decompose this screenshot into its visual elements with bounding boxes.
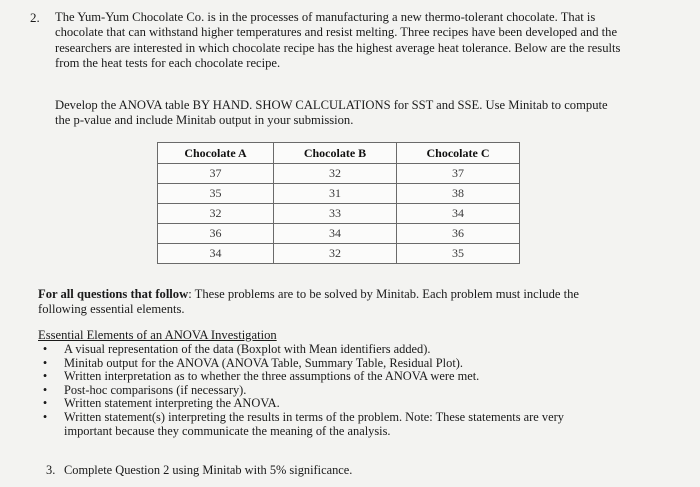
table-cell: 32 — [158, 204, 274, 224]
list-item-text: Written statement interpreting the ANOVA. — [64, 396, 280, 411]
table-cell: 34 — [397, 204, 520, 224]
bullet-icon: • — [42, 355, 48, 370]
list-item — [40, 343, 564, 357]
table-cell: 33 — [274, 204, 397, 224]
essential-elements-title: Essential Elements of an ANOVA Investigation — [38, 328, 277, 342]
table-header-row — [158, 143, 520, 164]
header-chocolate-b: Chocolate B — [274, 143, 397, 164]
table-row — [158, 164, 520, 184]
followup-bold-lead: For all questions that follow — [38, 287, 189, 301]
bullet-icon: • — [42, 369, 48, 384]
table-cell: 31 — [274, 184, 397, 204]
table-cell: 34 — [158, 244, 274, 264]
table-row — [158, 244, 520, 264]
bullet-icon: • — [42, 382, 48, 397]
bullet-icon: • — [42, 409, 48, 424]
intro-line: from the heat tests for each chocolate recipe. — [55, 56, 281, 71]
table-cell: 32 — [274, 244, 397, 264]
bullet-icon: • — [42, 396, 48, 411]
followup-line-1 — [38, 287, 579, 302]
essential-elements-list — [40, 343, 564, 438]
question-3-text: Complete Question 2 using Minitab with 5% significance. — [64, 463, 353, 477]
intro-line: chocolate that can withstand higher temperatures and resist melting. Three recipes have been developed and the — [55, 25, 618, 40]
list-item — [40, 397, 564, 411]
table-row — [158, 224, 520, 244]
list-item — [40, 411, 564, 438]
header-chocolate-a: Chocolate A — [158, 143, 274, 164]
intro-line: The Yum-Yum Chocolate Co. is in the processes of manufacturing a new thermo-tolerant chocolate. That is — [55, 10, 596, 24]
chocolate-heat-table — [157, 142, 520, 264]
table-cell: 37 — [158, 164, 274, 184]
question-2-task — [55, 98, 608, 129]
intro-line: researchers are interested in which chocolate recipe has the highest average heat tolerance. Below are the results — [55, 40, 621, 55]
table-row — [158, 184, 520, 204]
list-item-text: Minitab output for the ANOVA (ANOVA Table, Summary Table, Residual Plot). — [64, 355, 463, 370]
table-cell: 38 — [397, 184, 520, 204]
table-cell: 35 — [397, 244, 520, 264]
list-item-text: Post-hoc comparisons (if necessary). — [64, 382, 247, 397]
list-item-text: A visual representation of the data (Boxplot with Mean identifiers added). — [64, 342, 431, 356]
header-chocolate-c: Chocolate C — [397, 143, 520, 164]
task-line: Develop the ANOVA table BY HAND. SHOW CALCULATIONS for SST and SSE. Use Minitab to compute — [55, 98, 608, 112]
table-cell: 37 — [397, 164, 520, 184]
table-cell: 36 — [397, 224, 520, 244]
question-2-number: 2. — [30, 10, 40, 25]
list-item — [40, 357, 564, 371]
table-cell: 35 — [158, 184, 274, 204]
followup-line-1-rest: : These problems are to be solved by Minitab. Each problem must include the — [188, 287, 579, 301]
list-item-text: Written interpretation as to whether the three assumptions of the ANOVA were met. — [64, 369, 480, 384]
bullet-icon: • — [42, 342, 48, 356]
list-item — [40, 370, 564, 384]
followup-instructions — [38, 287, 579, 318]
list-item-text-continued: important because they communicate the meaning of the analysis. — [64, 423, 391, 438]
list-item-text: Written statement(s) interpreting the results in terms of the problem. Note: These statements are very — [64, 409, 564, 424]
table-row — [158, 204, 520, 224]
task-line: the p-value and include Minitab output in your submission. — [55, 113, 354, 128]
table-cell: 36 — [158, 224, 274, 244]
question-3-number: 3. — [46, 463, 56, 477]
list-item — [40, 384, 564, 398]
followup-line-2: following essential elements. — [38, 302, 185, 317]
table-cell: 32 — [274, 164, 397, 184]
question-2-intro — [55, 10, 620, 72]
table-cell: 34 — [274, 224, 397, 244]
